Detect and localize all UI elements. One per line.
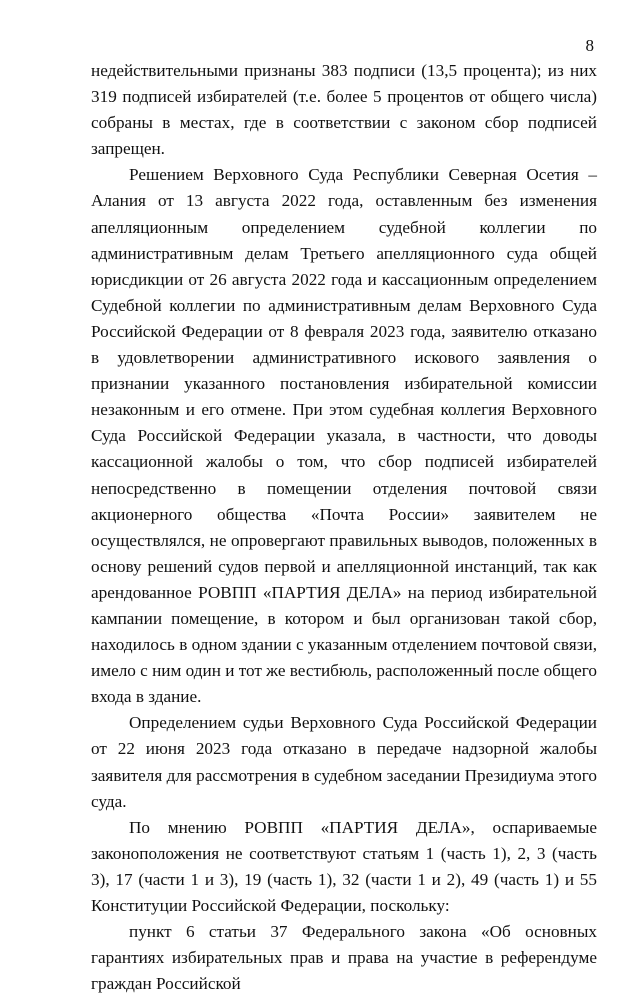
paragraph-signatures-invalid: недействительными признаны 383 подписи (13,5 процента); из них 319 подписей избирателей (т.е. более 5 процентов от общего числа) собраны в местах, где в соответствии с законом сбор подписей запрещен. — [91, 61, 597, 159]
paragraph-court-decisions: Решением Верховного Суда Республики Северная Осетия – Алания от 13 августа 2022 года, оставленным без изменения апелляционным определением судебной коллегии по административным делам Третьего апелляционного суда общей юрисдикции от 26 августа 2022 года и кассационным определением Судебной коллегии по административным делам Верховного Суда Российской Федерации от 8 февраля 2023 года, заявителю отказано в удовлетворении административного искового заявления о признании указанного постановления избирательной комиссии незаконным и его отмене. При этом судебная коллегия Верховного Суда Российской Федерации указала, в частности, что доводы кассационной жалобы о том, что сбор подписей избирателей непосредственно в помещении отделения почтовой связи акционерного общества «Почта России» заявителем не осуществлялся, не опровергают правильных выводов, положенных в основу решений судов первой и апелляционной инстанций, так как арендованное РОВПП «ПАРТИЯ ДЕЛА» на период избирательной кампании помещение, в котором и был организован такой сбор, находилось в одном здании с указанным отделением почтовой связи, имело с ним один и тот же вестибюль, расположенный после общего входа в здание. — [91, 165, 597, 707]
paragraph-law-article: пункт 6 статьи 37 Федерального закона «Об основных гарантиях избирательных прав и права на участие в референдуме граждан Российской — [91, 922, 597, 994]
paragraph-applicant-position: По мнению РОВПП «ПАРТИЯ ДЕЛА», оспариваемые законоположения не соответствуют статьям 1 (часть 1), 2, 3 (часть 3), 17 (части 1 и 3), 19 (часть 1), 32 (части 1 и 2), 49 (часть 1) и 55 Конституции Российской Федерации, поскольку: — [91, 817, 597, 915]
document-body — [91, 58, 597, 997]
paragraph-supervisory-refusal: Определением судьи Верховного Суда Российской Федерации от 22 июня 2023 года отказано в передаче надзорной жалобы заявителя для рассмотрения в судебном заседании Президиума этого суда. — [91, 713, 597, 811]
page-number: 8 — [585, 36, 594, 55]
